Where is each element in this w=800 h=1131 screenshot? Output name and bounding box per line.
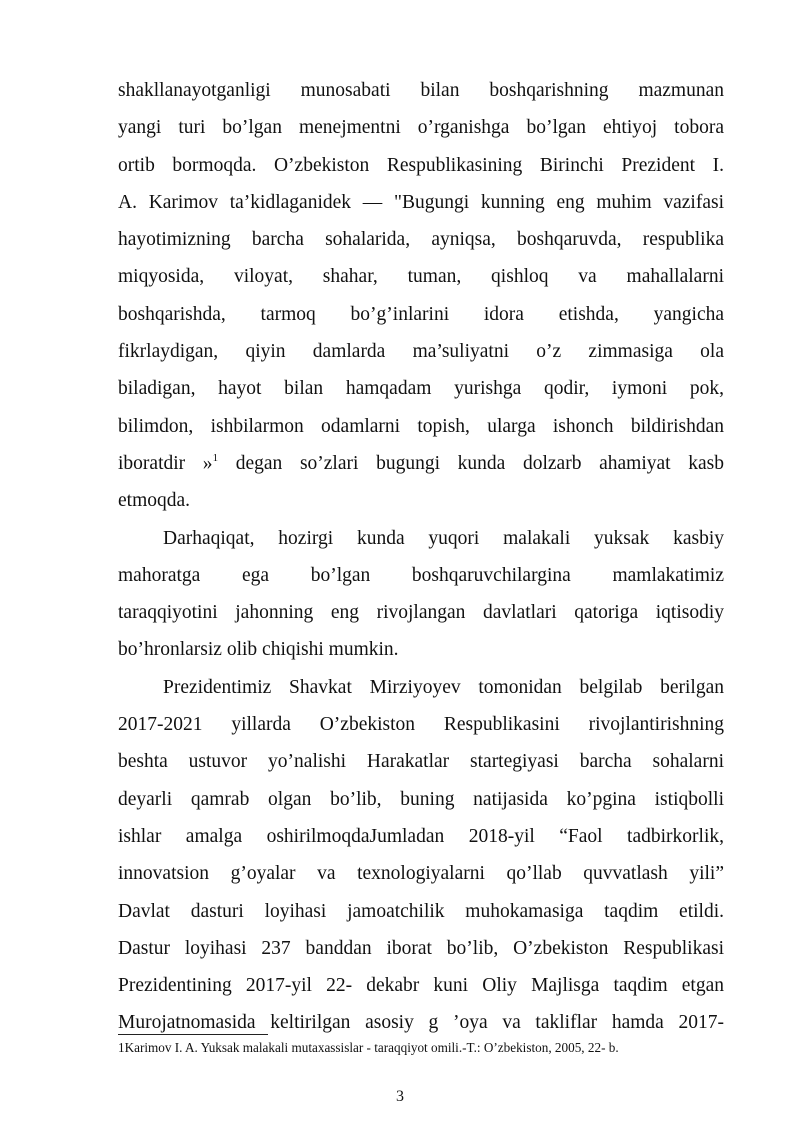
paragraph-2 xyxy=(118,520,724,669)
text-line: etmoqda. xyxy=(118,490,191,512)
text-line: innovatsion g’oyalar va texnologiyalarni qo’llab quvvatlash yili” xyxy=(118,863,724,885)
text-line: fikrlaydigan, qiyin damlarda ma’suliyatni o’z zimmasiga ola xyxy=(118,341,724,363)
text-line: A. Karimov ta’kidlaganidek — "Bugungi kunning eng muhim vazifasi xyxy=(118,191,724,213)
text-line: deyarli qamrab olgan bo’lib, buning natijasida ko’pgina istiqbolli xyxy=(118,788,724,810)
text-line: ortib bormoqda. O’zbekiston Respublikasining Birinchi Prezident I. xyxy=(118,154,724,176)
text-line: Davlat dasturi loyihasi jamoatchilik muhokamasiga taqdim etildi. xyxy=(118,900,724,922)
text-line: yangi turi bo’lgan menejmentni o’rganishga bo’lgan ehtiyoj tobora xyxy=(118,117,724,139)
footnote: 1Karimov I. A. Yuksak malakali mutaxassislar - taraqqiyot omili.-T.: O’zbekiston, 2005, 22- b. xyxy=(118,1040,619,1055)
footnote-reference: 1 xyxy=(212,451,219,464)
text-line: bo’hronlarsiz olib chiqishi mumkin. xyxy=(118,639,399,661)
text-line: hayotimizning barcha sohalarida, ayniqsa, boshqaruvda, respublika xyxy=(118,229,724,251)
text-line: biladigan, hayot bilan hamqadam yurishga qodir, iymoni pok, xyxy=(118,378,724,400)
page-number: 3 xyxy=(396,1088,404,1105)
footnote-separator xyxy=(118,1034,268,1035)
text-line: ishlar amalga oshirilmoqdaJumladan 2018-yil “Faol tadbirkorlik, xyxy=(118,825,724,847)
text-line: mahoratga ega bo’lgan boshqaruvchilargina mamlakatimiz xyxy=(118,564,724,586)
document-page xyxy=(118,72,724,1042)
paragraph-3 xyxy=(118,669,724,1042)
text-line: taraqqiyotini jahonning eng rivojlangan davlatlari qatoriga iqtisodiy xyxy=(118,602,724,624)
text-segment: degan so’zlari bugungi kunda dolzarb ahamiyat kasb xyxy=(218,452,724,474)
text-line: bilimdon, ishbilarmon odamlarni topish, ularga ishonch bildirishdan xyxy=(118,415,724,437)
text-line: Prezidentimiz Shavkat Mirziyoyev tomonidan belgilab berilgan xyxy=(163,676,724,698)
text-line-with-footnote-ref xyxy=(118,445,724,482)
text-line: Prezidentining 2017-yil 22- dekabr kuni Oliy Majlisga taqdim etgan xyxy=(118,975,724,997)
text-line: beshta ustuvor yo’nalishi Harakatlar startegiyasi barcha sohalarni xyxy=(118,751,724,773)
paragraph-1 xyxy=(118,72,724,520)
text-segment: iboratdir » xyxy=(118,452,213,474)
text-line: Murojatnomasida keltirilgan asosiy g ’oya va takliflar hamda 2017- xyxy=(118,1012,724,1034)
text-line: miqyosida, viloyat, shahar, tuman, qishloq va mahallalarni xyxy=(118,266,724,288)
text-line: Dastur loyihasi 237 banddan iborat bo’lib, O’zbekiston Respublikasi xyxy=(118,937,724,959)
text-line: boshqarishda, tarmoq bo’g’inlarini idora etishda, yangicha xyxy=(118,303,724,325)
text-line: shakllanayotganligi munosabati bilan boshqarishning mazmunan xyxy=(118,80,724,101)
text-line: Darhaqiqat, hozirgi kunda yuqori malakali yuksak kasbiy xyxy=(163,527,724,549)
text-line: 2017-2021 yillarda O’zbekiston Respublikasini rivojlantirishning xyxy=(118,714,724,736)
